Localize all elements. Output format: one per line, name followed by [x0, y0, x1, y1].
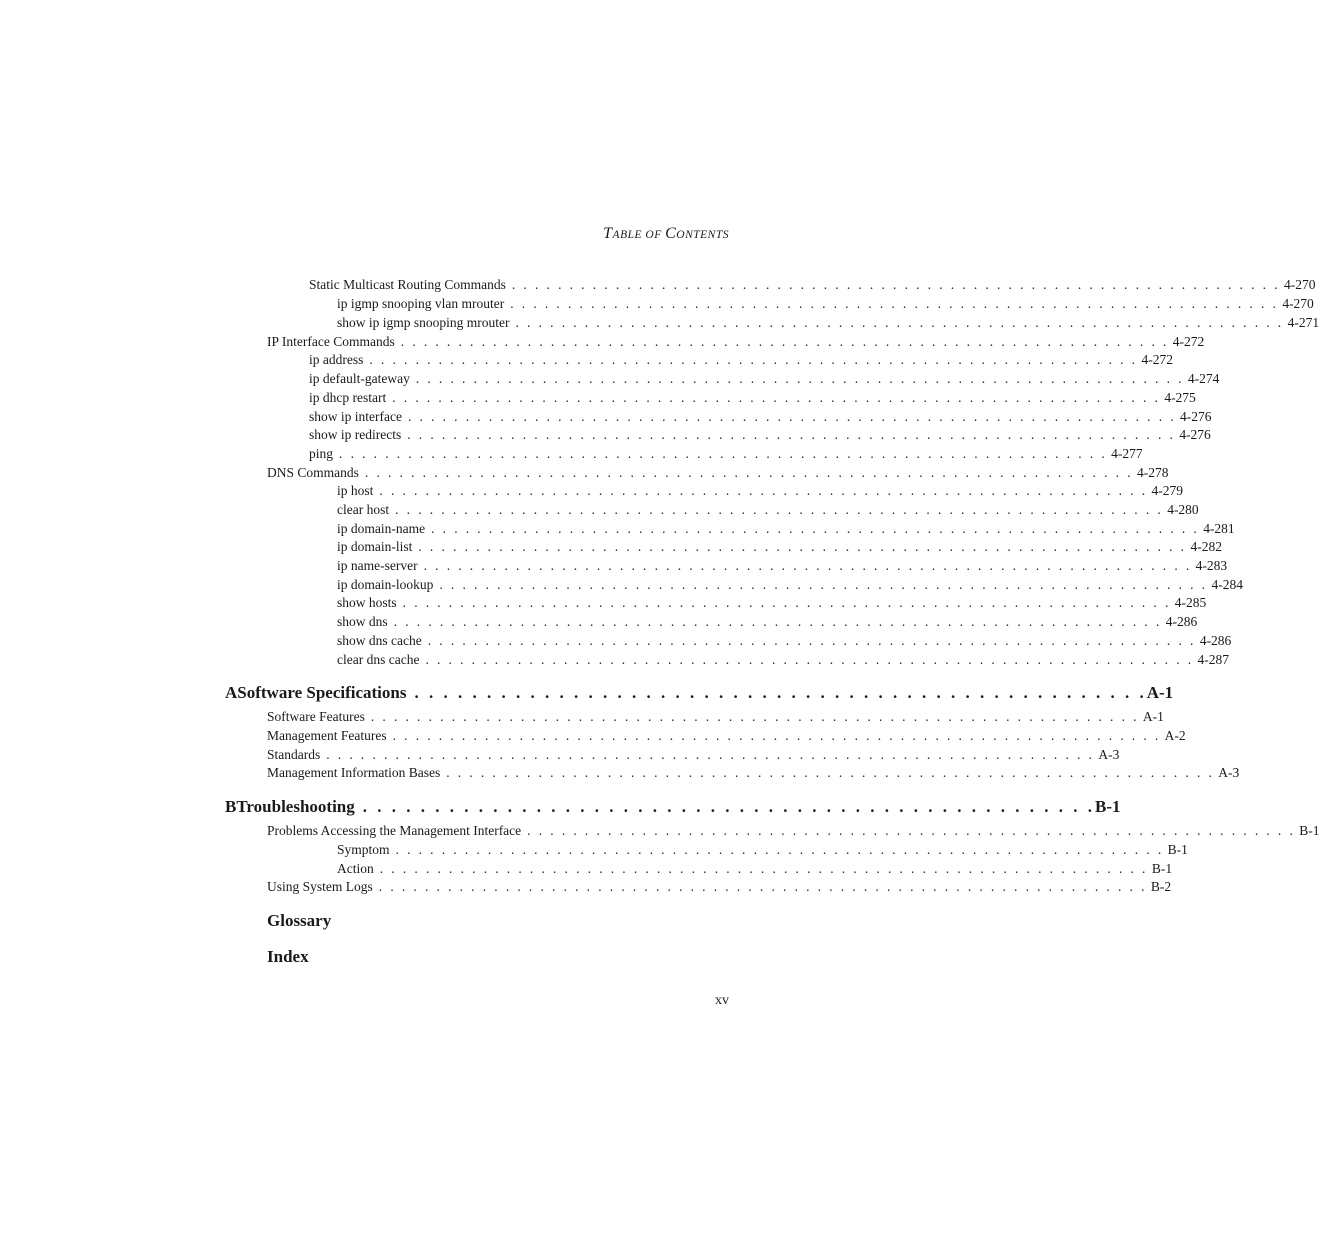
toc-entry-title: show dns cache [337, 633, 422, 648]
toc-entry-title: ip default-gateway [309, 371, 410, 386]
toc-entry-page: 4-271 [1287, 315, 1320, 330]
toc-entry[interactable] [337, 841, 1188, 859]
toc-entry-page: A-3 [1218, 765, 1240, 780]
toc-entry-title: Management Features [267, 728, 387, 743]
toc-entry-page: 4-287 [1197, 652, 1230, 667]
dot-leader: . . . . . . . . . . . . . . . . . . . . . . . . . . . . . . . . . . . . . . . . . . . . . . . . . . . . . . . . . . . . . . . . . . . [393, 614, 1162, 629]
toc-entry-title: Static Multicast Routing Commands [309, 277, 506, 292]
toc-entry[interactable] [267, 727, 1186, 745]
appendix-a-heading[interactable] [225, 682, 1174, 704]
toc-entry[interactable] [337, 482, 1183, 500]
toc-entry[interactable] [309, 370, 1220, 388]
dot-leader: . . . . . . . . . . . . . . . . . . . . . . . . . . . . . . . . . . . . . . . . . . . . . . . . . . . . . . . . . . . . . . . . . . . [378, 879, 1147, 894]
toc-entry-title: Standards [267, 747, 321, 762]
appendix-letter: A [225, 683, 238, 702]
toc-entry-page: 4-277 [1111, 446, 1143, 461]
dot-leader: . . . . . . . . . . . . . . . . . . . . . . . . . . . . . . . . . . . . . . . . . . . . . . . . . . . . . . . . . . . . . . . . . . . [415, 371, 1184, 386]
toc-entry-title: ip domain-name [337, 521, 426, 536]
toc-entry-page: 4-270 [1282, 296, 1314, 311]
dot-leader: . . . . . . . . . . . . . . . . . . . . . . . . . . . . . . . . . . . . . . . . . . . . . . . . . . . . . . . . . . . . . . . . . . . [395, 502, 1164, 517]
toc-entry[interactable] [337, 632, 1232, 650]
appendix-title: Troubleshooting [236, 797, 355, 816]
dot-leader: . . . . . . . . . . . . . . . . . . . . . . . . . . . . . . . . . . . . . . . . . . . . . . . . . . . . . . . . . . . . . . . . . . . [339, 446, 1108, 461]
dot-leader: . . . . . . . . . . . . . . . . . . . . . . . . . . . . . . . . . . . . . . . . . . . . . . . . . . . . . . . . . . . . . . . . . . . [407, 427, 1176, 442]
toc-entry-page: 4-286 [1199, 633, 1232, 648]
toc-entry[interactable] [267, 764, 1240, 782]
dot-leader: . . . . . . . . . . . . . . . . . . . . . . . . . . . . . . . . . . . . . . . . . . . . . . . . . . . . . . . . . . . . . . . . . . . [379, 861, 1148, 876]
toc-entry-title: ping [309, 446, 334, 461]
toc-entry-page: 4-270 [1283, 277, 1316, 292]
toc-entry-page: 4-279 [1151, 483, 1183, 498]
toc-entry-page: 4-272 [1141, 352, 1173, 367]
dot-leader: . . . . . . . . . . . . . . . . . . . . . . . . . . . . . . . . . . . . . . . . . . . . . . . . . . . . . . . . . . . . . . . . . . . [511, 277, 1280, 292]
toc-entry-title: ip domain-list [337, 539, 413, 554]
toc-entry-page: 4-281 [1203, 521, 1235, 536]
dot-leader: . . . . . . . . . . . . . . . . . . . . . . . . . . . . . . . . . . . . . . . . . . . . . . . . . . . . . . . . . . . . . . . . . . . [379, 483, 1148, 498]
page-number: xv [715, 993, 729, 1008]
toc-entry-page: A-2 [1164, 728, 1186, 743]
toc-entry[interactable] [309, 445, 1143, 463]
toc-entry-title: ip host [337, 483, 374, 498]
dot-leader: . . . . . . . . . . . . . . . . . . . . . . . . . . . . . . . . . . . . . . . . . . . . . . . . . . . . . . . . . . . . . . . . . . . [446, 765, 1215, 780]
toc-entry[interactable] [337, 860, 1173, 878]
toc-entry-page: 4-272 [1172, 334, 1205, 349]
toc-entry[interactable] [309, 351, 1173, 369]
toc-entry-page: 4-278 [1136, 465, 1169, 480]
toc-entry-title: Action [337, 861, 374, 876]
toc-entry[interactable] [309, 408, 1212, 426]
toc-entry-title: ip domain-lookup [337, 577, 434, 592]
appendix-title: Software Specifications [237, 683, 407, 702]
toc-entry-title: ip name-server [337, 558, 418, 573]
toc-entry[interactable] [267, 333, 1205, 351]
toc-entry-page: B-1 [1299, 823, 1320, 838]
toc-entry[interactable] [267, 822, 1320, 840]
appendix-page: B-1 [1095, 797, 1121, 816]
dot-leader: . . . . . . . . . . . . . . . . . . . . . . . . . . . . . . . . . . . . . . . . . . . . . . . . . . . . . . . . . . . . . . . . . . . [423, 558, 1192, 573]
dot-leader: . . . . . . . . . . . . . . . . . . . . . . . . . . . . . . . . . . . . . . . . . . . . . . . . . . . . . . . . . . . . . . . . . . . [392, 390, 1161, 405]
dot-leader: . . . . . . . . . . . . . . . . . . . . . . . . . . . . . . . . . . . . . . . . . . . . . . . . . . . . . . . . . . . . . . . . . . . [400, 334, 1169, 349]
toc-entry-page: 4-276 [1180, 409, 1212, 424]
toc-entry-title: clear host [337, 502, 390, 517]
toc-entry-title: show ip redirects [309, 427, 402, 442]
toc-entry-page: 4-274 [1187, 371, 1220, 386]
toc-entry[interactable] [267, 878, 1172, 896]
toc-entry[interactable] [309, 389, 1196, 407]
toc-entry[interactable] [337, 557, 1228, 575]
toc-entry-page: B-1 [1167, 842, 1188, 857]
toc-entry[interactable] [309, 426, 1211, 444]
toc-entry-page: 4-284 [1211, 577, 1243, 592]
dot-leader: . . . . . . . . . . . . . . . . . . . . . . . . . . . . . . . . . . . . . . . . . . . . . . . . . . . . . . . . . . . . . . . . . . . [431, 521, 1200, 536]
toc-entry-title: IP Interface Commands [267, 334, 395, 349]
toc-entry[interactable] [309, 276, 1316, 294]
dot-leader: . . . . . . . . . . . . . . . . . . . . . . . . . . . . . . . . . . . . . . . . . . . . . . . . . . . . . . . . . . . . . . . . . . . [439, 577, 1208, 592]
dot-leader: . . . . . . . . . . . . . . . . . . . . . . . . . . . . . . . . . . . . . . . . . . . . . . . . . . . . . . . . . . . . . . . . . . . [395, 842, 1164, 857]
toc-entry-page: B-2 [1150, 879, 1172, 894]
toc-entry-page: B-1 [1151, 861, 1173, 876]
dot-leader: . . . . . . . . . . . . . . . . . . . . . . . . . . . . . . . . . . . . . . . . . . . . . . . . . . . . . . . . . . . . . . . . . . . [407, 409, 1177, 424]
appendix-page: A-1 [1146, 683, 1174, 702]
toc-entry-title: ip address [309, 352, 364, 367]
toc-entry-page: 4-286 [1165, 614, 1198, 629]
dot-leader: . . . . . . . . . . . . . . . . . . . . . . . . . . . . . . . . . . . . . . . . . . . . . . . . . . . . . . . . . . . . . . . . . . . [370, 709, 1139, 724]
toc-entry-title: show ip igmp snooping mrouter [337, 315, 510, 330]
toc-entry[interactable] [337, 613, 1198, 631]
header-c-cap: C [665, 225, 677, 242]
toc-entry-page: 4-285 [1174, 595, 1207, 610]
header-c-rest: ONTENTS [676, 229, 729, 241]
toc-entry-title: ip igmp snooping vlan mrouter [337, 296, 505, 311]
toc-entry-page: 4-275 [1164, 390, 1196, 405]
toc-entry[interactable] [337, 295, 1314, 313]
toc-entry-page: A-3 [1098, 747, 1120, 762]
toc-entry-title: show hosts [337, 595, 397, 610]
toc-entry-title: show dns [337, 614, 388, 629]
dot-leader: . . . . . . . . . . . . . . . . . . . . . . . . . . . . . . . . . . . . . . . . . . . . . . . . . . . . . . . . . . . . . . . . . . . [418, 539, 1187, 554]
toc-entry[interactable] [337, 501, 1199, 519]
header-t-rest: ABLE OF [612, 229, 666, 241]
toc-entry-title: show ip interface [309, 409, 402, 424]
toc-entry-page: 4-276 [1179, 427, 1211, 442]
toc-entry[interactable] [337, 314, 1320, 332]
toc-entry-page: 4-282 [1190, 539, 1222, 554]
toc-entry-title: Management Information Bases [267, 765, 441, 780]
toc-entry[interactable] [267, 746, 1120, 764]
toc-entry-title: Symptom [337, 842, 390, 857]
dot-leader: . . . . . . . . . . . . . . . . . . . . . . . . . . . . . . . . . . . . . . . . . . . . . . . . . . . . . . . . . . . . . . . . . . . [364, 465, 1133, 480]
toc-entry-title: clear dns cache [337, 652, 420, 667]
toc-entry-title: Using System Logs [267, 879, 373, 894]
toc-entry-page: 4-280 [1167, 502, 1199, 517]
toc-entry[interactable] [337, 538, 1222, 556]
toc-entry-page: A-1 [1142, 709, 1164, 724]
appendix-letter: B [225, 797, 237, 816]
dot-leader: . . . . . . . . . . . . . . . . . . . . . . . . . . . . . . . . . . . . . . . . . . . . . . . . . . . . . . . . . . . . . . . . . . . [425, 652, 1194, 667]
toc-entry[interactable] [267, 708, 1164, 726]
header-t-cap: T [603, 225, 613, 242]
toc-entry[interactable] [337, 576, 1243, 594]
toc-entry[interactable] [337, 520, 1235, 538]
dot-leader: . . . . . . . . . . . . . . . . . . . . . . . . . . . . . . . . . . . . . . . . . . . . . . . . . . . [414, 683, 1147, 702]
dot-leader: . . . . . . . . . . . . . . . . . . . . . . . . . . . . . . . . . . . . . . . . . . . . . . . . . . . [362, 797, 1095, 816]
index-heading[interactable]: Index [267, 947, 309, 966]
toc-entry-title: Problems Accessing the Management Interface [267, 823, 522, 838]
toc-entry-title: DNS Commands [267, 465, 359, 480]
toc-entry[interactable] [337, 651, 1230, 669]
dot-leader: . . . . . . . . . . . . . . . . . . . . . . . . . . . . . . . . . . . . . . . . . . . . . . . . . . . . . . . . . . . . . . . . . . . [515, 315, 1284, 330]
toc-entry-page: 4-283 [1195, 558, 1228, 573]
running-header [603, 225, 729, 243]
dot-leader: . . . . . . . . . . . . . . . . . . . . . . . . . . . . . . . . . . . . . . . . . . . . . . . . . . . . . . . . . . . . . . . . . . . [392, 728, 1161, 743]
dot-leader: . . . . . . . . . . . . . . . . . . . . . . . . . . . . . . . . . . . . . . . . . . . . . . . . . . . . . . . . . . . . . . . . . . . [510, 296, 1279, 311]
dot-leader: . . . . . . . . . . . . . . . . . . . . . . . . . . . . . . . . . . . . . . . . . . . . . . . . . . . . . . . . . . . . . . . . . . . [369, 352, 1138, 367]
toc-entry[interactable] [267, 464, 1169, 482]
dot-leader: . . . . . . . . . . . . . . . . . . . . . . . . . . . . . . . . . . . . . . . . . . . . . . . . . . . . . . . . . . . . . . . . . . . [527, 823, 1296, 838]
appendix-b-heading[interactable] [225, 796, 1121, 818]
toc-entry-title: ip dhcp restart [309, 390, 387, 405]
glossary-heading[interactable]: Glossary [267, 911, 332, 930]
toc-entry[interactable] [337, 594, 1207, 612]
toc-entry-title: Software Features [267, 709, 365, 724]
dot-leader: . . . . . . . . . . . . . . . . . . . . . . . . . . . . . . . . . . . . . . . . . . . . . . . . . . . . . . . . . . . . . . . . . . . [427, 633, 1196, 648]
dot-leader: . . . . . . . . . . . . . . . . . . . . . . . . . . . . . . . . . . . . . . . . . . . . . . . . . . . . . . . . . . . . . . . . . . . [326, 747, 1095, 762]
dot-leader: . . . . . . . . . . . . . . . . . . . . . . . . . . . . . . . . . . . . . . . . . . . . . . . . . . . . . . . . . . . . . . . . . . . [402, 595, 1171, 610]
